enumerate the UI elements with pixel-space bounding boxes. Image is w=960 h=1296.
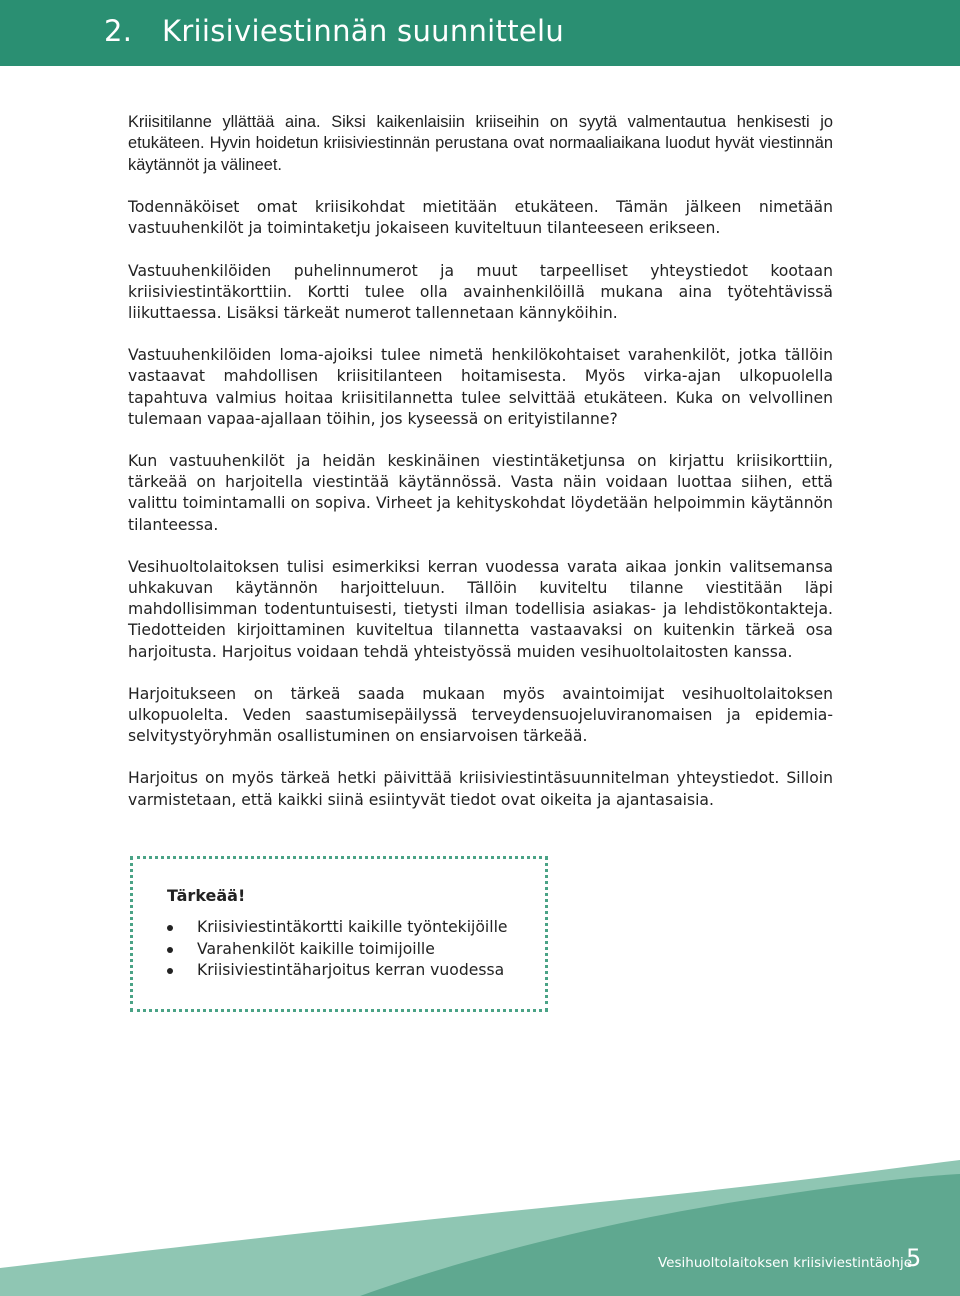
chapter-header — [0, 0, 960, 66]
bullet-icon — [167, 925, 173, 931]
page-number: 5 — [906, 1244, 922, 1272]
paragraph: Harjoitus on myös tärkeä hetki päivittää kriisiviestintäsuunnitelman yhteystiedot. Silloin varmistetaan, että kaikki siinä esiintyvät tiedot ovat oikeita ja ajantasaisia. — [128, 769, 833, 809]
list-item-text: Varahenkilöt kaikille toimijoille — [197, 939, 435, 958]
footer-wave-decoration — [0, 1150, 960, 1296]
paragraph: Kriisitilanne yllättää aina. Siksi kaikenlaisiin kriiseihin on syytä valmentautua henkisesti jo etukäteen. Hyvin hoidetun kriisiviestinnän perustana ovat normaaliaikana luodut hyvät viestinnän käytännöt ja välineet. — [128, 113, 833, 174]
list-item-text: Kriisiviestintäkortti kaikille työntekijöille — [197, 918, 508, 936]
list-item — [167, 917, 508, 939]
body-text — [128, 112, 833, 832]
paragraph: Kun vastuuhenkilöt ja heidän keskinäinen viestintäketjunsa on kirjattu kriisikorttiin, tärkeää on harjoitella viestintää käytännössä. Vasta näin voidaan luottaa siihen, että valittu toimintamalli on sopiva. Virheet ja kehityskohdat löydetään helpoimmin käytännön tilanteessa. — [128, 452, 833, 534]
list-item-text: Kriisiviestintäharjoitus kerran vuodessa — [197, 961, 505, 979]
paragraph: Harjoitukseen on tärkeä saada mukaan myös avaintoimijat vesihuoltolaitoksen ulkopuolelta. Veden saastumisepäilyssä terveydensuojeluviranomaisen ja epidemia-selvitystyöryhmän osallistuminen on ensiarvoisen tärkeää. — [128, 684, 833, 746]
chapter-title: Kriisiviestinnän suunnittelu — [162, 14, 565, 48]
note-list — [167, 917, 508, 982]
paragraph: Vesihuoltolaitoksen tulisi esimerkiksi kerran vuodessa varata aikaa jonkin valitsemansa uhkakuvan käytännön harjoitteluun. Tällöin kuviteltu tilanne viestitään läpi mahdollisimman todentuntuisesti, tietysti ilman todellisia asiakas- ja lehdistökontakteja. Tiedotteiden kirjoittaminen kuviteltua tilannetta vastaavaksi on kuitenkin tärkeä osa harjoitusta. Harjoitus voidaan tehdä yhteistyössä muiden vesihuoltolaitosten kanssa. — [128, 557, 833, 661]
publication-title: Vesihuoltolaitoksen kriisiviestintäohje — [658, 1255, 913, 1271]
bullet-icon — [167, 968, 173, 974]
paragraph: Vastuuhenkilöiden puhelinnumerot ja muut tarpeelliset yhteystiedot kootaan kriisiviestintäkorttiin. Kortti tulee olla avainhenkilöillä mukana aina työtehtävissä liikuttaessa. Lisäksi tärkeät numerot tallennetaan kännyköihin. — [128, 261, 833, 323]
paragraph: Vastuuhenkilöiden loma-ajoiksi tulee nimetä henkilökohtaiset varahenkilöt, jotka tällöin vastaavat mahdollisen kriisitilanteen hoitamisesta. Myös virka-ajan ulkopuolella tapahtuva valmius hoitaa kriisitilannetta tulee selvittää etukäteen. Kuka on velvollinen tulemaan vapaa-ajallaan töihin, jos kyseessä on erityistilanne? — [128, 346, 833, 428]
bullet-icon — [167, 947, 173, 953]
important-note-box — [130, 856, 548, 1012]
paragraph: Todennäköiset omat kriisikohdat mietitään etukäteen. Tämän jälkeen nimetään vastuuhenkilöt ja toimintaketju jokaiseen kuviteltuun tilanteeseen erikseen. — [128, 198, 833, 238]
chapter-number: 2. — [104, 14, 133, 48]
list-item — [167, 960, 508, 982]
note-title: Tärkeää! — [167, 886, 246, 905]
list-item — [167, 939, 508, 961]
